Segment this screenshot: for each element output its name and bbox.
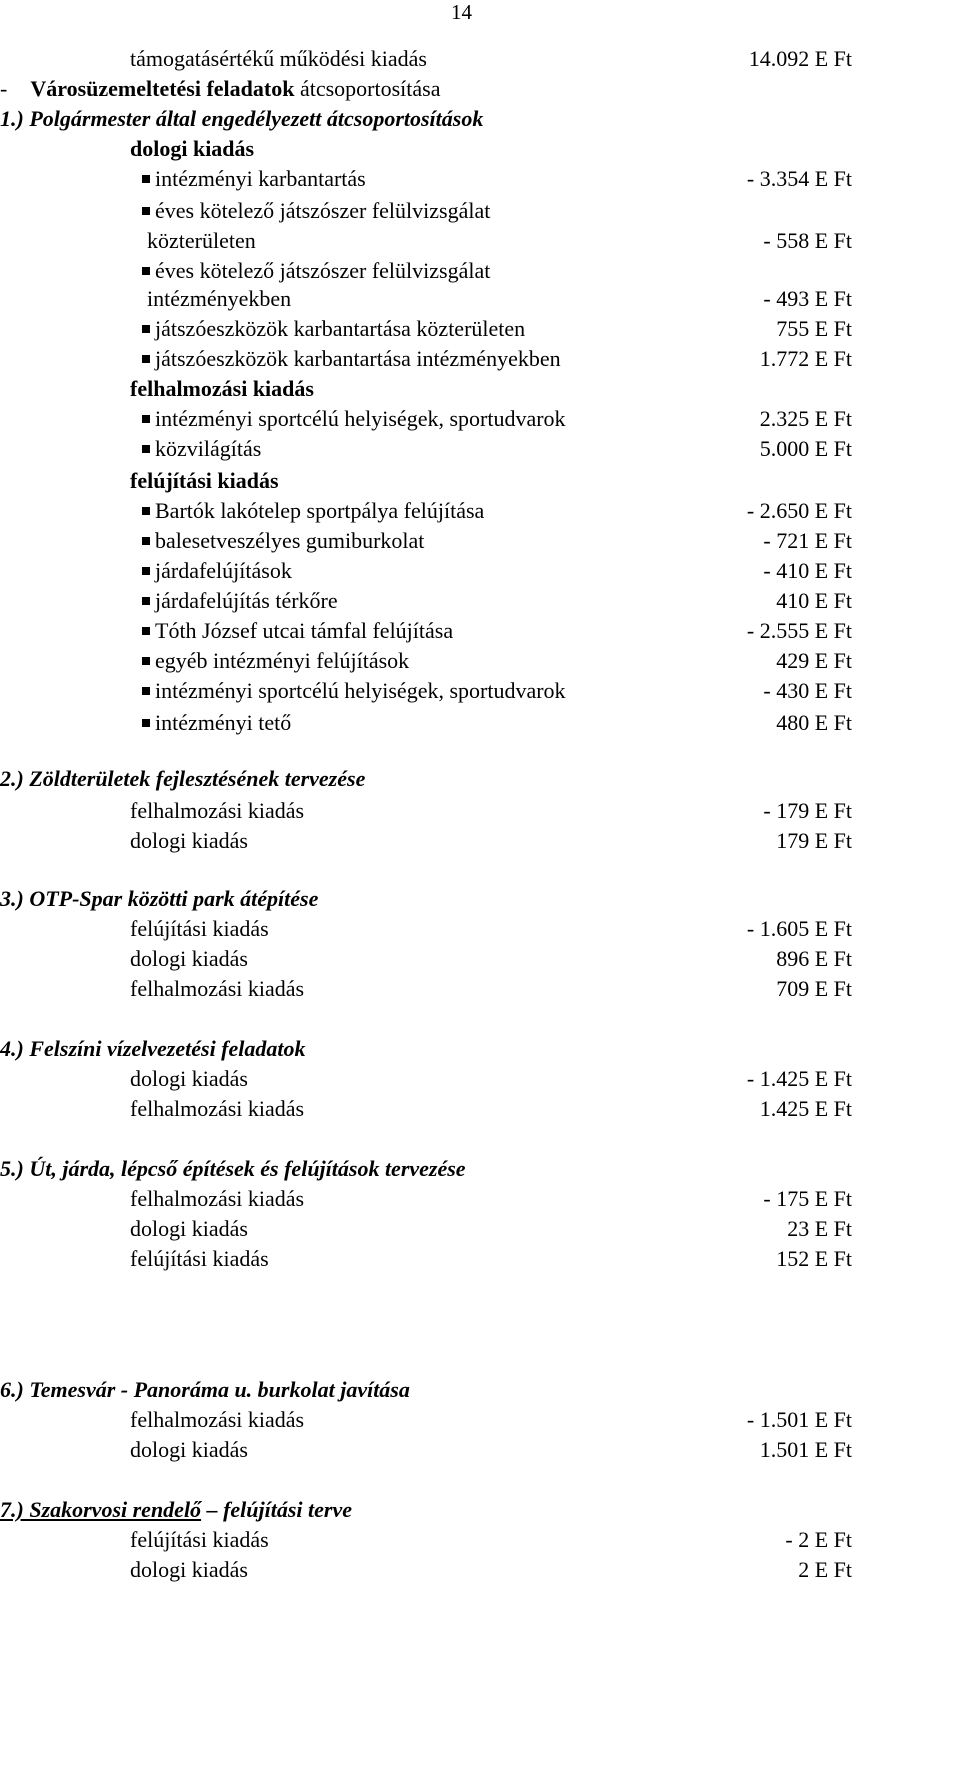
- line-amount: 1.772 E Ft: [759, 346, 852, 371]
- document-line: [0, 1405, 960, 1435]
- line-label: dologi kiadás: [130, 828, 248, 853]
- document-line: [0, 1154, 960, 1184]
- line-amount: - 410 E Ft: [763, 558, 852, 583]
- line-amount: 709 E Ft: [776, 976, 852, 1001]
- section-title-rest: átcsoportosítása: [294, 76, 441, 101]
- document-line: [0, 404, 960, 434]
- line-label: járdafelújítások: [155, 558, 292, 583]
- line-amount: - 558 E Ft: [763, 228, 852, 253]
- line-label: intézményekben: [147, 286, 292, 311]
- line-amount: 2 E Ft: [798, 1557, 852, 1582]
- document-line: [0, 616, 960, 646]
- line-label: felújítási kiadás: [130, 1246, 269, 1271]
- line-label: balesetveszélyes gumiburkolat: [155, 528, 425, 553]
- line-label: játszóeszközök karbantartása intézményekben: [155, 346, 561, 371]
- document-line: [0, 466, 960, 496]
- section-title-bold: Városüzemeltetési feladatok: [30, 76, 295, 101]
- line-label: dologi kiadás: [130, 946, 248, 971]
- square-bullet-icon: [142, 537, 150, 545]
- line-amount: 1.425 E Ft: [759, 1096, 852, 1121]
- line-label: felhalmozási kiadás: [130, 1186, 305, 1211]
- line-amount: 23 E Ft: [787, 1216, 852, 1241]
- square-bullet-icon: [142, 445, 150, 453]
- line-label: 4.) Felszíni vízelvezetési feladatok: [0, 1036, 306, 1061]
- document-line: [0, 1064, 960, 1094]
- square-bullet-icon: [142, 657, 150, 665]
- document-line: [0, 1244, 960, 1274]
- line-label: felhalmozási kiadás: [130, 1407, 305, 1432]
- square-bullet-icon: [142, 267, 150, 275]
- line-amount: - 2.555 E Ft: [746, 618, 852, 643]
- line-amount: 896 E Ft: [776, 946, 852, 971]
- line-amount: 2.325 E Ft: [759, 406, 852, 431]
- line-label: felhalmozási kiadás: [130, 1096, 305, 1121]
- document-line: [0, 1184, 960, 1214]
- document-line: [0, 284, 960, 314]
- square-bullet-icon: [142, 627, 150, 635]
- line-label: dologi kiadás: [130, 1216, 248, 1241]
- line-label: járdafelújítás térkőre: [155, 588, 338, 613]
- document-line: [0, 374, 960, 404]
- line-amount: 410 E Ft: [776, 588, 852, 613]
- line-amount: 429 E Ft: [776, 648, 852, 673]
- line-label: közterületen: [147, 228, 256, 253]
- line-label: 1.) Polgármester által engedélyezett átcsoportosítások: [0, 106, 484, 131]
- line-amount: - 1.425 E Ft: [746, 1066, 852, 1091]
- line-amount: 480 E Ft: [776, 710, 852, 735]
- line-label: felhalmozási kiadás: [130, 376, 314, 401]
- line-label: felhalmozási kiadás: [130, 798, 305, 823]
- line-label: felújítási kiadás: [130, 1527, 269, 1552]
- line-label: dologi kiadás: [130, 136, 255, 161]
- square-bullet-icon: [142, 355, 150, 363]
- line-label: intézményi sportcélú helyiségek, sportudvarok: [155, 406, 566, 431]
- document-line: [0, 344, 960, 374]
- document-line: [0, 104, 960, 134]
- line-label: [0, 74, 441, 104]
- line-label: Tóth József utcai támfal felújítása: [155, 618, 454, 643]
- square-bullet-icon: [142, 207, 150, 215]
- line-label: támogatásértékű működési kiadás: [130, 46, 427, 71]
- square-bullet-icon: [142, 567, 150, 575]
- square-bullet-icon: [142, 719, 150, 727]
- document-line: [0, 44, 960, 74]
- line-label: felújítási kiadás: [130, 468, 279, 493]
- document-line: [0, 74, 960, 104]
- document-line: [0, 826, 960, 856]
- document-line: [0, 914, 960, 944]
- square-bullet-icon: [142, 597, 150, 605]
- line-label: [0, 1495, 352, 1525]
- line-amount: - 721 E Ft: [763, 528, 852, 553]
- document-line: [0, 1034, 960, 1064]
- square-bullet-icon: [142, 415, 150, 423]
- document-line: [0, 226, 960, 256]
- line-label: 5.) Út, járda, lépcső építések és felújítások tervezése: [0, 1156, 466, 1181]
- page-number: 14: [451, 0, 472, 24]
- document-line: [0, 314, 960, 344]
- document-line: [0, 586, 960, 616]
- line-label: játszóeszközök karbantartása közterületen: [155, 316, 526, 341]
- line-prefix: -: [0, 76, 8, 101]
- document-line: [0, 764, 960, 794]
- line-label: felújítási kiadás: [130, 916, 269, 941]
- document-line: [0, 1214, 960, 1244]
- document-line: [0, 796, 960, 826]
- line-amount: - 493 E Ft: [763, 286, 852, 311]
- document-line: [0, 1525, 960, 1555]
- line-label: közvilágítás: [155, 436, 262, 461]
- section-heading-rest: – felújítási terve: [201, 1497, 352, 1522]
- line-amount: 179 E Ft: [776, 828, 852, 853]
- document-line: [0, 884, 960, 914]
- line-label: Bartók lakótelep sportpálya felújítása: [155, 498, 485, 523]
- document-line: [0, 1495, 960, 1525]
- document-line: [0, 1094, 960, 1124]
- line-amount: 14.092 E Ft: [748, 46, 852, 71]
- line-label: intézményi karbantartás: [155, 166, 366, 191]
- document-line: [0, 974, 960, 1004]
- line-label: intézményi sportcélú helyiségek, sportudvarok: [155, 678, 566, 703]
- document-line: [0, 496, 960, 526]
- document-line: [0, 1435, 960, 1465]
- line-amount: - 1.501 E Ft: [746, 1407, 852, 1432]
- line-amount: 152 E Ft: [776, 1246, 852, 1271]
- document-line: [0, 1555, 960, 1585]
- document-line: [0, 676, 960, 706]
- document-line: [0, 944, 960, 974]
- line-label: dologi kiadás: [130, 1437, 248, 1462]
- line-amount: 755 E Ft: [776, 316, 852, 341]
- line-amount: - 2 E Ft: [785, 1527, 852, 1552]
- line-amount: - 175 E Ft: [763, 1186, 852, 1211]
- line-amount: - 3.354 E Ft: [746, 166, 852, 191]
- line-amount: - 1.605 E Ft: [746, 916, 852, 941]
- document-line: [0, 708, 960, 738]
- document-line: [0, 556, 960, 586]
- square-bullet-icon: [142, 325, 150, 333]
- document-line: [0, 526, 960, 556]
- document-line: [0, 434, 960, 464]
- line-label: felhalmozási kiadás: [130, 976, 305, 1001]
- square-bullet-icon: [142, 175, 150, 183]
- document-line: [0, 256, 960, 286]
- document-line: [0, 164, 960, 194]
- line-label: 2.) Zöldterületek fejlesztésének tervezése: [0, 766, 366, 791]
- line-label: dologi kiadás: [130, 1066, 248, 1091]
- line-label: 6.) Temesvár - Panoráma u. burkolat javítása: [0, 1377, 410, 1402]
- line-amount: - 179 E Ft: [763, 798, 852, 823]
- line-label: éves kötelező játszószer felülvizsgálat: [155, 258, 491, 283]
- line-label: éves kötelező játszószer felülvizsgálat: [155, 198, 491, 223]
- line-label: egyéb intézményi felújítások: [155, 648, 410, 673]
- line-label: dologi kiadás: [130, 1557, 248, 1582]
- document-line: [0, 646, 960, 676]
- line-label: 3.) OTP-Spar közötti park átépítése: [0, 886, 319, 911]
- line-amount: 5.000 E Ft: [759, 436, 852, 461]
- line-amount: - 430 E Ft: [763, 678, 852, 703]
- document-line: [0, 196, 960, 226]
- line-label: intézményi tető: [155, 710, 292, 735]
- square-bullet-icon: [142, 687, 150, 695]
- section-heading-underlined: 7.) Szakorvosi rendelő: [0, 1497, 202, 1522]
- line-amount: - 2.650 E Ft: [746, 498, 852, 523]
- document-line: [0, 134, 960, 164]
- line-amount: 1.501 E Ft: [759, 1437, 852, 1462]
- document-line: [0, 1375, 960, 1405]
- square-bullet-icon: [142, 507, 150, 515]
